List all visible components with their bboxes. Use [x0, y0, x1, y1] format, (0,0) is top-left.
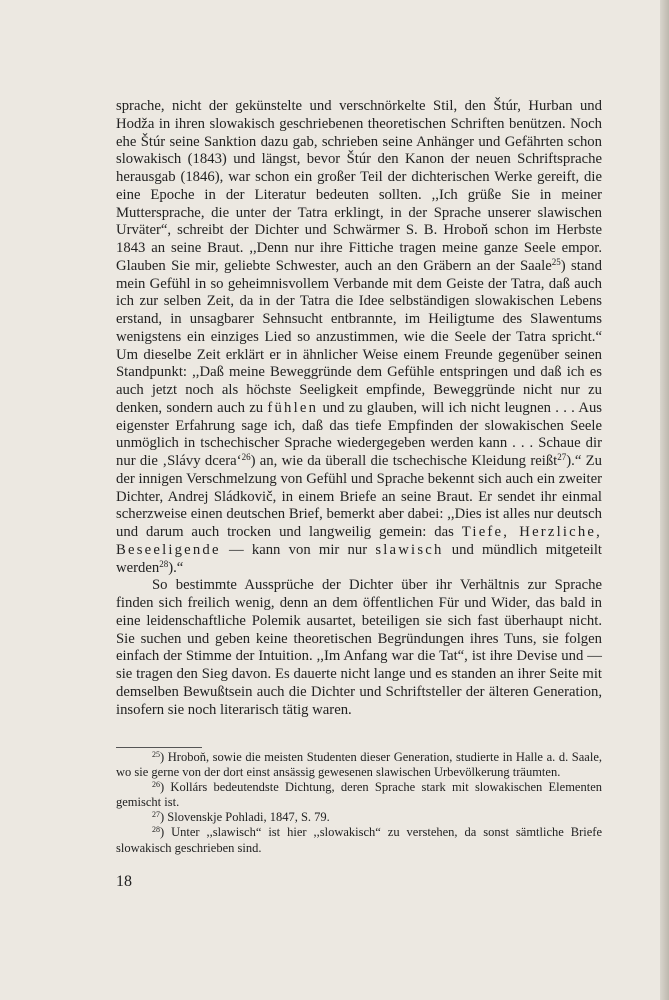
footnote-number: 25 [152, 750, 160, 759]
footnote-text: ) Unter ,,slawisch“ ist hier ,,slowakisch“ zu verstehen, da sonst sämtliche Briefe slowakisch geschrieben sind. [116, 825, 602, 855]
footnote-text: ) Kollárs bedeutendste Dichtung, deren Sprache stark mit slowakischen Elementen gemischt ist. [116, 780, 602, 810]
page-number: 18 [116, 873, 132, 890]
footnote-27 [116, 810, 602, 825]
footnote-ref-26: 26 [241, 452, 251, 462]
spaced-emphasis: slawisch [375, 541, 444, 558]
main-text [116, 98, 602, 719]
footnote-text: ) Slovenskje Pohladi, 1847, S. 79. [160, 810, 330, 825]
spaced-emphasis: fühlen [267, 399, 319, 416]
footnote-25 [116, 750, 602, 780]
text-run: und mündlich mitgeteilt werden [116, 541, 603, 576]
text-run: ) stand mein Gefühl in so geheimnisvollem Verbande mit dem Geiste der Tatra, daß auch ich zur selben Zeit, da in der Tatra die Idee selbständigen slowakischen Lebens erstand, in unsagbarer Sehnsucht entbrannte, im Heiligtume des Slawentums wenigstens ein einziges Lied so anzustimmen, wie die Seele der Tatra spricht.“ Um dieselbe Zeit erklärt er in ähnlicher Weise einem Freunde gegenüber seinen Standpunkt: ,,Daß meine Beweggründe dem Gefühle entspringen und daß ich es auch jetzt noch als höchste Seeligkeit empfinde, Beweggründe nicht nur zu denken, sondern auch zu [116, 257, 602, 416]
text-run: ).“ [168, 559, 184, 576]
footnote-number: 27 [152, 810, 160, 820]
footnote-26 [116, 780, 602, 810]
text-run: — kann von mir nur [228, 541, 368, 558]
footnote-text: ) Hroboň, sowie die meisten Studenten dieser Generation, studierte in Halle a. d. Saale, wo sie gerne von der dort einst ansässig gewesenen slawischen Urbevölkerung träumten. [116, 750, 602, 780]
footnote-number: 26 [152, 780, 160, 790]
text-run: und zu glauben, will ich nicht leugnen . . . Aus eigenster Erfahrung sage ich, daß das tiefe Empfinden der slowakischen Seele unmöglich in tschechischer Sprache wiedergegeben werden kann . . . Schaue dir nur die ‚Slávy dcera‘ [116, 399, 603, 469]
footnote-ref-28: 28 [159, 558, 169, 569]
paragraph-2: So bestimmte Aussprüche der Dichter über ihr Verhältnis zur Sprache finden sich freilich wenig, denn an dem öffentlichen Für und Wider, das bald in eine leidenschaftliche Polemik ausartet, beteiligen sie sich fast überhaupt nicht. Sie suchen und geben keine theoretischen Begründungen ihres Tuns, sie folgen einfach der Stimme der Intuition. ,,Im Anfang war die Tat“, ist ihre Devise und — sie tragen den Sieg davon. Es dauerte nicht lange und es standen an ihrer Seite mit demselben Bewußtsein auch die Dichter und Schriftsteller der älteren Generation, insofern sie noch literarisch tätig waren. [116, 577, 602, 718]
text-run: ) an, wie da überall die tschechische Kleidung reißt [250, 453, 558, 469]
text-run: ).“ Zu der innigen Verschmelzung von Gefühl und Sprache bekennt sich auch ein zweiter Dichter, Andrej Sládkovič, in einem Briefe an seine Braut. Er sendet ihr einmal scherzweise einen deutschen Brief, bemerkt aber dabei: ,,Dies ist alles nur deutsch und darum auch trocken und langweilig gemein: das [116, 453, 602, 540]
footnote-number: 28 [152, 825, 160, 835]
paragraph-1 [116, 98, 602, 577]
footnotes [116, 750, 602, 856]
text-run: sprache, nicht der gekünstelte und verschnörkelte Stil, den Štúr, Hurban und Hodža in ihren slowakisch geschriebenen theoretischen Schriften benützen. Noch ehe Štúr seine Sanktion dazu gab, schrieben seine Anhänger und Gefährten schon slowakisch (1843) und längst, bevor Štúr den Kanon der neuen Schriftsprache herausgab (1846), war schon ein großer Teil der dichterischen Werke gereift, die eine Epoche in der Literatur bedeuten sollten. ,,Ich grüße Sie in meiner Muttersprache, die unter der Tatra erklingt, in der Sprache unserer slawischen Urväter“, schreibt der Dichter und Schwärmer S. B. Hroboň schon im Herbste 1843 an seine Braut. ,,Denn nur ihre Fittiche tragen meine ganze Seele empor. Glauben Sie mir, geliebte Schwester, auch an den Gräbern an der Saale [116, 98, 602, 274]
footnote-ref-25: 25 [551, 256, 561, 267]
footnote-ref-27: 27 [557, 452, 567, 462]
spaced-emphasis: Tiefe, Herzliche, Beseeligende [116, 524, 603, 558]
page-edge-shadow [660, 0, 669, 1000]
footnote-28 [116, 825, 602, 855]
footnote-divider [116, 747, 202, 748]
